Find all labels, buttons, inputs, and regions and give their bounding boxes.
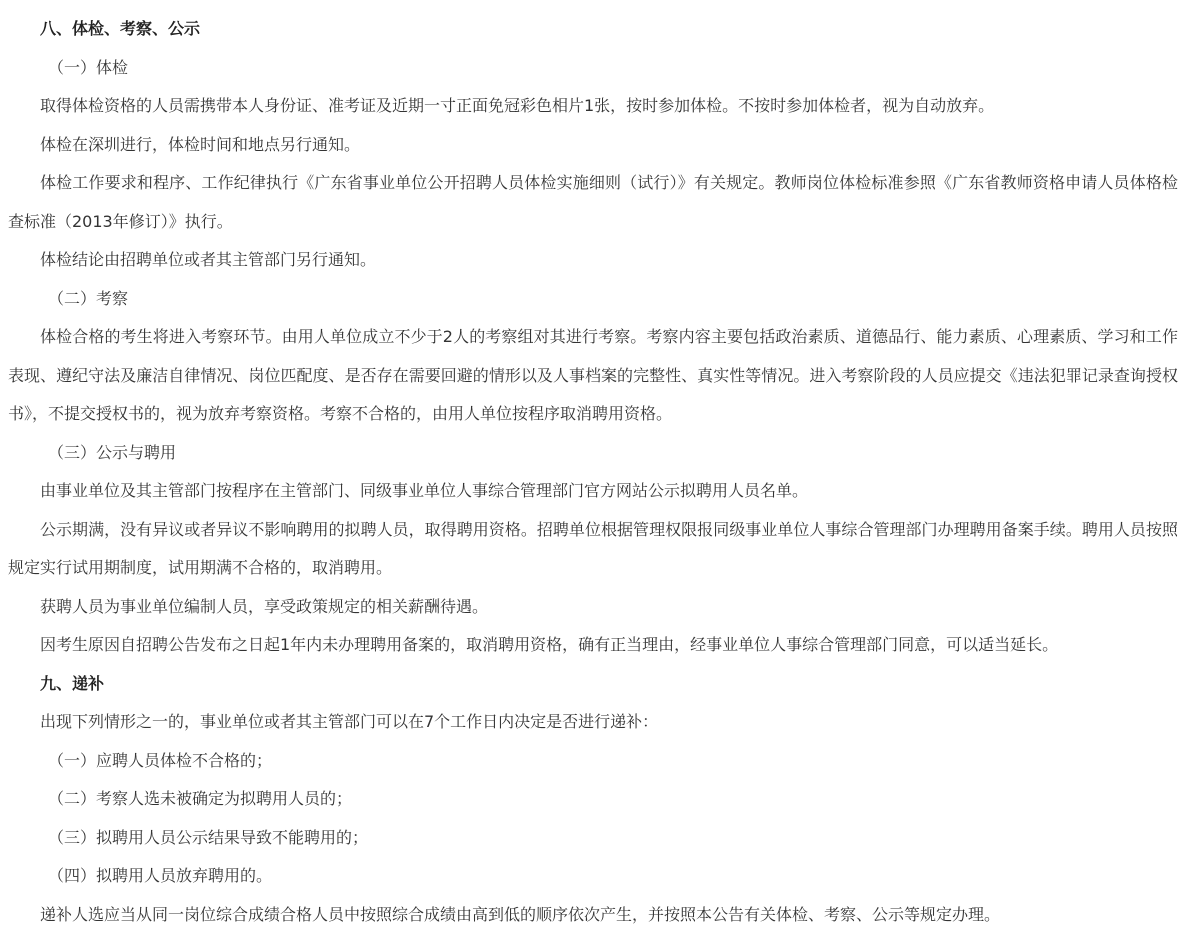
paragraph-filing-deadline: 因考生原因自招聘公告发布之日起1年内未办理聘用备案的，取消聘用资格，确有正当理由，经事业单位人事综合管理部门同意，可以适当延长。 <box>40 635 1059 654</box>
paragraph-exam-requirements: 取得体检资格的人员需携带本人身份证、准考证及近期一寸正面免冠彩色相片1张，按时参加体检。不按时参加体检者，视为自动放弃。 <box>40 96 995 115</box>
section-heading-8: 八、体检、考察、公示 <box>40 19 201 38</box>
list-item-replacement-1: （一）应聘人员体检不合格的； <box>48 750 273 770</box>
subsection-heading-physical-exam: （一）体检 <box>48 57 129 77</box>
paragraph-exam-rules: 体检工作要求和程序、工作纪律执行《广东省事业单位公开招聘人员体检实施细则（试行）》有关规定。教师岗位体检标准参照《广东省教师资格申请人员体格检查标准（2013年修订）》执行。 <box>8 173 1178 231</box>
paragraph-replacement-intro: 出现下列情形之一的，事业单位或者其主管部门可以在7个工作日内决定是否进行递补： <box>40 712 659 731</box>
list-item-replacement-2: （二）考察人选未被确定为拟聘用人员的； <box>48 789 353 808</box>
paragraph-investigation: 体检合格的考生将进入考察环节。由用人单位成立不少于2人的考察组对其进行考察。考察内容主要包括政治素质、道德品行、能力素质、心理素质、学习和工作表现、遵纪守法及廉洁自律情况、岗位匹配度、是否存在需要回避的情形以及人事档案的完整性、真实性等情况。进入考察阶段的人员应提交《违法犯罪记录查询授权书》，不提交授权书的，视为放弃考察资格。考察不合格的，由用人单位按程序取消聘用资格。 <box>8 327 1178 423</box>
paragraph-hiring-qualification: 公示期满，没有异议或者异议不影响聘用的拟聘人员，取得聘用资格。招聘单位根据管理权限报同级事业单位人事综合管理部门办理聘用备案手续。聘用人员按照规定实行试用期制度，试用期满不合格的，取消聘用。 <box>8 519 1178 577</box>
paragraph-publicity: 由事业单位及其主管部门按程序在主管部门、同级事业单位人事综合管理部门官方网站公示拟聘用人员名单。 <box>40 481 809 500</box>
list-item-replacement-3: （三）拟聘用人员公示结果导致不能聘用的； <box>48 827 369 847</box>
paragraph-exam-results: 体检结论由招聘单位或者其主管部门另行通知。 <box>40 250 377 269</box>
paragraph-exam-location: 体检在深圳进行，体检时间和地点另行通知。 <box>40 134 361 154</box>
paragraph-staff-benefits: 获聘人员为事业单位编制人员，享受政策规定的相关薪酬待遇。 <box>40 596 489 616</box>
paragraph-replacement-procedure: 递补人选应当从同一岗位综合成绩合格人员中按照综合成绩由高到低的顺序依次产生，并按照本公告有关体检、考察、公示等规定办理。 <box>40 904 1001 924</box>
list-item-replacement-4: （四）拟聘用人员放弃聘用的。 <box>48 866 273 885</box>
subsection-heading-publicity-hiring: （三）公示与聘用 <box>48 442 177 462</box>
subsection-heading-investigation: （二）考察 <box>48 288 129 308</box>
section-heading-9: 九、递补 <box>40 673 105 693</box>
